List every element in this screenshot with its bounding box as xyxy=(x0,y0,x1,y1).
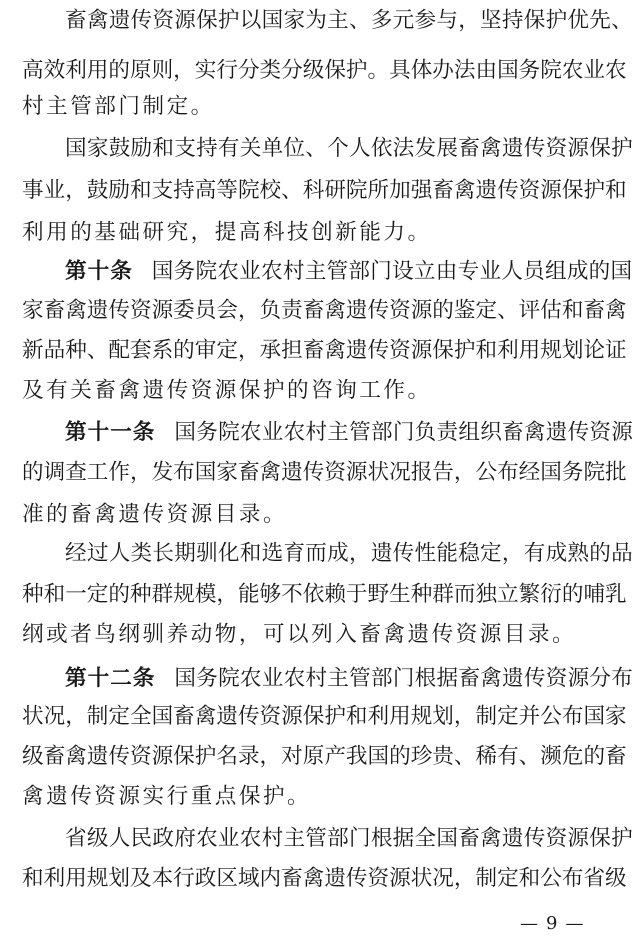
paragraph-line: 高效利用的原则，实行分类分级保护。具体办法由国务院农业农 xyxy=(22,58,627,83)
paragraph-line: 种和一定的种群规模，能够不依赖于野生种群而独立繁衍的哺乳 xyxy=(22,582,627,607)
paragraph-line: 利用的基础研究，提高科技创新能力。 xyxy=(22,220,432,245)
paragraph-line: 准的畜禽遗传资源目录。 xyxy=(22,502,288,527)
paragraph-line: 经过人类长期驯化和选育而成，遗传性能稳定，有成熟的品 xyxy=(65,541,633,566)
paragraph-line: 畜禽遗传资源保护以国家为主、多元参与，坚持保护优先、 xyxy=(65,8,633,33)
article-number: 第十二条 xyxy=(65,666,156,691)
paragraph-line: 禽遗传资源实行重点保护。 xyxy=(22,784,312,809)
article-number: 第十条 xyxy=(65,259,133,284)
paragraph-line xyxy=(65,257,632,287)
paragraph-line: 纲或者鸟纲驯养动物，可以列入畜禽遗传资源目录。 xyxy=(22,622,577,647)
paragraph-line: 和利用规划及本行政区域内畜禽遗传资源状况，制定和公布省级 xyxy=(22,866,627,891)
footer-dash-left: — xyxy=(520,913,538,934)
paragraph-line: 新品种、配套系的审定，承担畜禽遗传资源保护和利用规划论证 xyxy=(22,338,627,363)
page-number-footer xyxy=(520,912,583,936)
paragraph-line: 及有关畜禽遗传资源保护的咨询工作。 xyxy=(22,378,432,403)
paragraph-line: 事业，鼓励和支持高等院校、科研院所加强畜禽遗传资源保护和 xyxy=(22,178,627,203)
page-number: 9 xyxy=(546,913,558,934)
paragraph-line: 家畜禽遗传资源委员会，负责畜禽遗传资源的鉴定、评估和畜禽 xyxy=(22,298,627,323)
article-text: 国务院农业农村主管部门负责组织畜禽遗传资源 xyxy=(174,420,634,445)
paragraph-line: 国家鼓励和支持有关单位、个人依法发展畜禽遗传资源保护 xyxy=(65,136,633,161)
article-number: 第十一条 xyxy=(65,420,156,445)
paragraph-line xyxy=(65,418,633,448)
paragraph-line: 状况，制定全国畜禽遗传资源保护和利用规划，制定并公布国家 xyxy=(22,704,627,729)
paragraph-line: 村主管部门制定。 xyxy=(22,94,215,119)
article-text: 国务院农业农村主管部门根据畜禽遗传资源分布 xyxy=(174,666,634,691)
article-text: 国务院农业农村主管部门设立由专业人员组成的国 xyxy=(151,259,633,284)
paragraph-line: 省级人民政府农业农村主管部门根据全国畜禽遗传资源保护 xyxy=(65,826,633,851)
paragraph-line: 的调查工作，发布国家畜禽遗传资源状况报告，公布经国务院批 xyxy=(22,460,627,485)
footer-dash-right: — xyxy=(565,913,584,934)
paragraph-line xyxy=(65,664,633,694)
paragraph-line: 级畜禽遗传资源保护名录，对原产我国的珍贵、稀有、濒危的畜 xyxy=(22,744,627,769)
